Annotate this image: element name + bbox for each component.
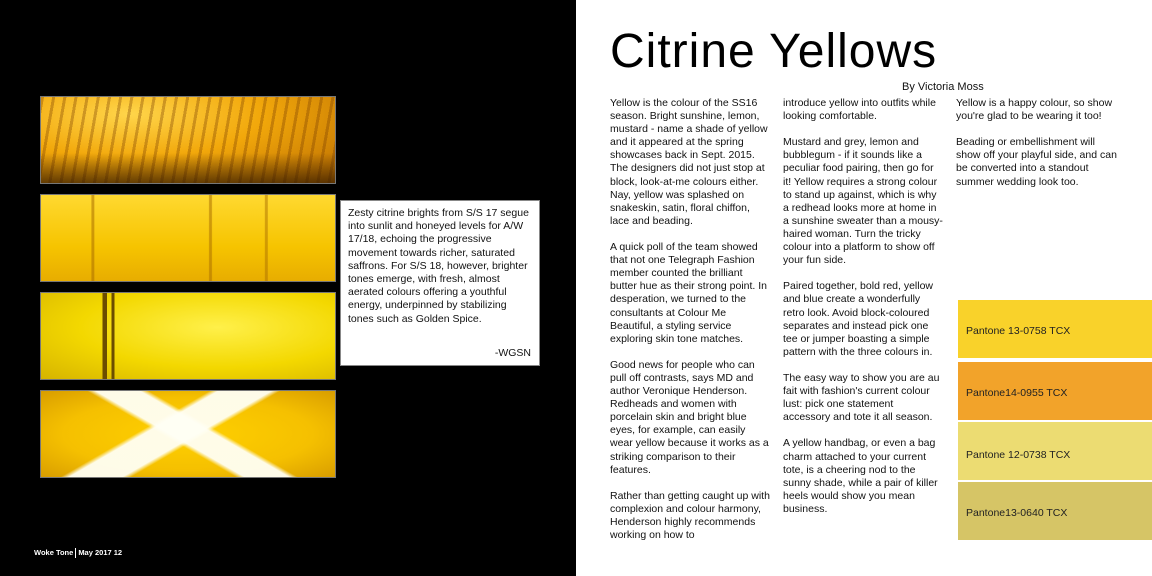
pantone-swatch-1: [958, 300, 1152, 358]
paragraph: Paired together, bold red, yellow and blue create a wonderfully retro look. Avoid block-coloured separates and instead pick one tee or jumper boasting a simple pattern with the three colours in.: [783, 280, 934, 358]
pantone-swatch-4: [958, 482, 1152, 540]
article-title: Citrine Yellows: [610, 25, 938, 78]
paragraph: Good news for people who can pull off contrasts, says MD and author Veronique Henderson. Redheads and women with porcelain skin and bright blue eyes, for example, can easily wear yellow because it works as a striking comparison to their features.: [610, 358, 769, 476]
paragraph: Mustard and grey, lemon and bubblegum - if it sounds like a peculiar food pairing, then go for it! Yellow requires a strong colour to stand up against, which is why a redhead looks more at home in a sunshine sweater than a mousy-haired woman. Turn the tricky colour into a platform to show off your fun side.: [783, 136, 943, 267]
paragraph: Rather than getting caught up with complexion and colour harmony, Henderson highly recommends working on how to: [610, 489, 770, 542]
folio: [34, 548, 122, 558]
yellow-leather-image: [40, 292, 336, 380]
paragraph: introduce yellow into outfits while looking comfortable.: [783, 97, 936, 123]
pantone-label: Pantone14-0955 TCX: [966, 387, 1068, 399]
wgsn-quote-box: [340, 200, 540, 366]
pantone-swatch-3: [958, 422, 1152, 480]
paragraph: A quick poll of the team showed that not one Telegraph Fashion member counted the brilliant butter hue as their strong point. In desperation, we turned to the consultants at Colour Me Beautiful, a styling service exploring skin tone matches.: [610, 241, 768, 345]
paragraph: Yellow is the colour of the SS16 season. Bright sunshine, lemon, mustard - name a shade of yellow and it appeared at the spring showcases back in Sept. 2015. The designers did not just stop at block, look-at-me colours either. Nay, yellow was splashed on snakeskin, satin, floral chiffon, lace and beading.: [610, 97, 768, 227]
article-column-2: [783, 97, 943, 529]
paragraph: Yellow is a happy colour, so show you're glad to be wearing it too!: [956, 97, 1113, 123]
paragraph: Beading or embellishment will show off your playful side, and can be converted into a standout summer wedding look too.: [956, 136, 1117, 188]
quote-source: -WGSN: [494, 347, 531, 359]
pantone-label: Pantone 13-0758 TCX: [966, 325, 1071, 337]
issue-date-page: May 2017 12: [78, 548, 123, 557]
paragraph: The easy way to show you are au fait with fashion's current colour lust: pick one statement accessory and tote it all season.: [783, 371, 940, 424]
pantone-swatch-2: [958, 362, 1152, 420]
article-column-1: [610, 97, 770, 555]
quote-text: Zesty citrine brights from S/S 17 segue into sunlit and honeyed levels for A/W 17/18, echoing the progressive movement towards richer, saturated saffrons. For S/S 18, however, brighter tones emerge, with fresh, almost aerated colours offering a youthful energy, underpinned by stabilizing tones such as Golden Spice.: [348, 207, 529, 325]
magazine-name: Woke Tone: [34, 548, 74, 557]
yellow-ruffle-image: [40, 96, 336, 184]
article-column-3: [956, 97, 1118, 202]
folio-separator: [75, 548, 76, 558]
article-byline: By Victoria Moss: [902, 81, 984, 93]
right-page: [576, 0, 1152, 576]
yellow-pleated-fabric-image: [40, 194, 336, 282]
paragraph: A yellow handbag, or even a bag charm attached to your current tote, is a cheering nod to the sunny shade, while a pair of killer heels would show you mean business.: [783, 437, 938, 515]
pantone-label: Pantone 12-0738 TCX: [966, 449, 1071, 461]
yellow-knit-image: [40, 390, 336, 478]
pantone-label: Pantone13-0640 TCX: [966, 507, 1068, 519]
